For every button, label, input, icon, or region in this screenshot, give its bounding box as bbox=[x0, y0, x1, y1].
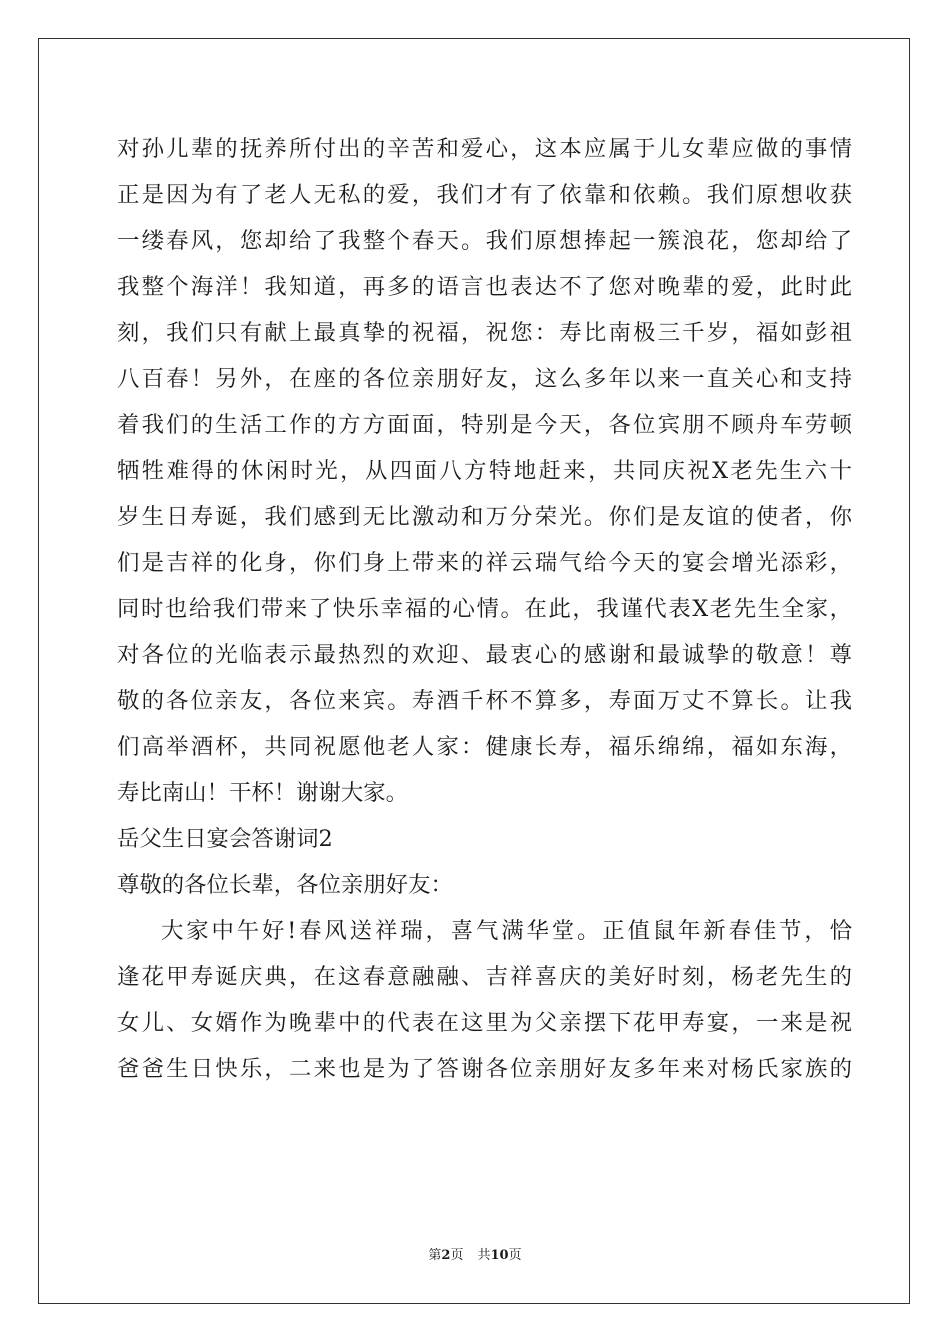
paragraph-1 bbox=[117, 126, 852, 816]
text-line: 爸爸生日快乐，二来也是为了答谢各位亲朋好友多年来对杨氏家族的 bbox=[117, 1056, 852, 1082]
text-line: 敬的各位亲友，各位来宾。寿酒千杯不算多，寿面万丈不算长。让我 bbox=[117, 688, 852, 714]
text-line: 刻，我们只有献上最真挚的祝福，祝您：寿比南极三千岁，福如彭祖 bbox=[117, 320, 852, 346]
text-line: 岁生日寿诞，我们感到无比激动和万分荣光。你们是友谊的使者，你 bbox=[117, 504, 852, 530]
text-line: 们是吉祥的化身，你们身上带来的祥云瑞气给今天的宴会增光添彩， bbox=[117, 550, 852, 576]
salutation: 尊敬的各位长辈，各位亲朋好友： bbox=[117, 872, 453, 898]
total-suffix: 页 bbox=[508, 1248, 522, 1263]
text-line: 们高举酒杯，共同祝愿他老人家：健康长寿，福乐绵绵，福如东海， bbox=[117, 734, 852, 760]
text-line: 女儿、女婿作为晚辈中的代表在这里为父亲摆下花甲寿宴，一来是祝 bbox=[117, 1010, 852, 1036]
paragraph-2 bbox=[117, 908, 852, 1092]
text-line: 寿比南山！干杯！谢谢大家。 bbox=[117, 780, 409, 806]
text-line: 一缕春风，您却给了我整个春天。我们原想捧起一簇浪花，您却给了 bbox=[117, 228, 852, 254]
text-line: 对各位的光临表示最热烈的欢迎、最衷心的感谢和最诚挚的敬意！尊 bbox=[117, 642, 852, 668]
total-pages: 10 bbox=[490, 1248, 509, 1263]
text-line: 牺牲难得的休闲时光，从四面八方特地赶来，共同庆祝X老先生六十 bbox=[117, 458, 852, 484]
text-line: 我整个海洋！我知道，再多的语言也表达不了您对晚辈的爱，此时此 bbox=[117, 274, 852, 300]
text-line: 正是因为有了老人无私的爱，我们才有了依靠和依赖。我们原想收获 bbox=[117, 182, 852, 208]
page-footer bbox=[0, 1244, 950, 1263]
section-title: 岳父生日宴会答谢词2 bbox=[117, 826, 333, 852]
text-line: 大家中午好!春风送祥瑞，喜气满华堂。正值鼠年新春佳节，恰 bbox=[161, 918, 852, 944]
text-line: 着我们的生活工作的方方面面，特别是今天，各位宾朋不顾舟车劳顿 bbox=[117, 412, 852, 438]
text-line: 八百春！另外，在座的各位亲朋好友，这么多年以来一直关心和支持 bbox=[117, 366, 852, 392]
text-line: 逢花甲寿诞庆典，在这春意融融、吉祥喜庆的美好时刻，杨老先生的 bbox=[117, 964, 852, 990]
text-line: 对孙儿辈的抚养所付出的辛苦和爱心，这本应属于儿女辈应做的事情 bbox=[117, 136, 852, 162]
text-line: 同时也给我们带来了快乐幸福的心情。在此，我谨代表X老先生全家， bbox=[117, 596, 852, 622]
total-prefix: 共 bbox=[477, 1248, 491, 1263]
document-body bbox=[117, 126, 852, 1092]
page-prefix: 第 bbox=[428, 1248, 442, 1263]
page-number: 2 bbox=[441, 1248, 451, 1263]
page-suffix: 页 bbox=[450, 1248, 464, 1263]
